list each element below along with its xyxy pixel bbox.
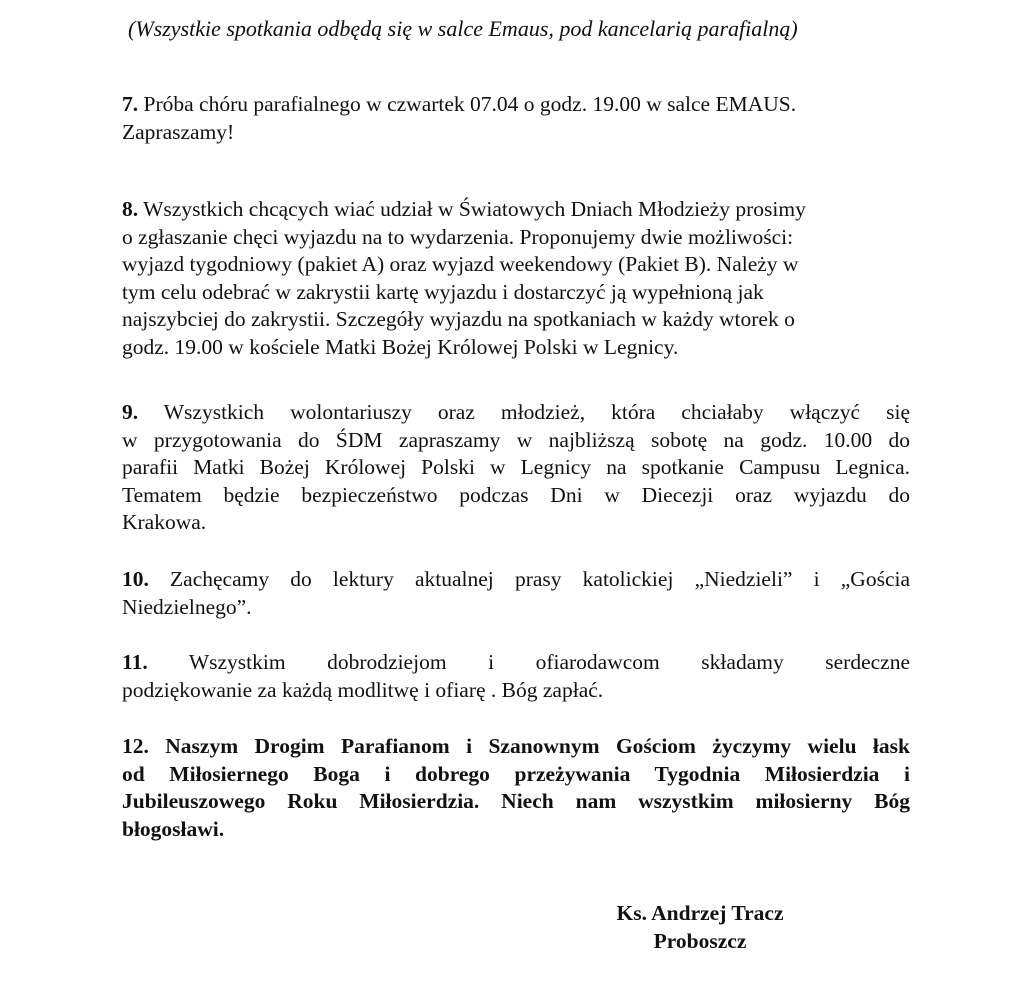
signature-block <box>590 899 810 955</box>
item-line: Jubileuszowego Roku Miłosierdzia. Niech nam wszystkim miłosierny Bóg <box>122 789 910 813</box>
announcement-item-7 <box>122 91 910 146</box>
item-line: parafii Matki Bożej Królowej Polski w Legnicy na spotkanie Campusu Legnica. <box>122 455 910 479</box>
announcement-item-8 <box>122 196 910 361</box>
item-number: 7. <box>122 92 139 116</box>
item-line <box>122 196 910 224</box>
announcement-item-12 <box>122 733 910 843</box>
item-text: Wszystkim dobrodziejom i ofiarodawcom składamy serdeczne <box>147 650 910 674</box>
item-line <box>122 399 910 427</box>
meeting-location-note: (Wszystkie spotkania odbędą się w salce Emaus, pod kancelarią parafialną) <box>128 16 798 41</box>
item-line <box>122 91 910 119</box>
item-line: Tematem będzie bezpieczeństwo podczas Dni w Diecezji oraz wyjazdu do <box>122 482 910 507</box>
item-line: Krakowa. <box>122 510 207 534</box>
announcement-item-9 <box>122 399 910 537</box>
signature-name: Ks. Andrzej Tracz <box>616 901 784 925</box>
item-number: 12. <box>122 734 149 758</box>
item-number: 9. <box>122 400 139 424</box>
item-line: wyjazd tygodniowy (pakiet A) oraz wyjazd weekendowy (Pakiet B). Należy w <box>122 252 799 276</box>
item-line <box>122 649 910 677</box>
item-number: 10. <box>122 567 149 591</box>
item-line: najszybciej do zakrystii. Szczegóły wyjazdu na spotkaniach w każdy wtorek o <box>122 307 795 331</box>
item-line: błogosławi. <box>122 816 225 841</box>
announcement-item-11 <box>122 649 910 704</box>
item-text: Próba chóru parafialnego w czwartek 07.04 o godz. 19.00 w salce EMAUS. <box>138 92 797 116</box>
item-line: tym celu odebrać w zakrystii kartę wyjazdu i dostarczyć ją wypełnioną jak <box>122 279 764 304</box>
item-line <box>122 566 910 594</box>
item-text: Wszystkich wolontariuszy oraz młodzież, która chciałaby włączyć się <box>138 400 910 424</box>
item-text: Wszystkich chcących wiać udział w Światowych Dniach Młodzieży prosimy <box>138 197 806 221</box>
signature-title: Proboszcz <box>653 929 747 953</box>
item-line: podziękowanie za każdą modlitwę i ofiarę . Bóg zapłać. <box>122 677 604 702</box>
item-text: Naszym Drogim Parafianom i Szanownym Gościom życzymy wielu łask <box>148 734 910 758</box>
item-text: Zachęcamy do lektury aktualnej prasy katolickiej „Niedzieli” i „Gościa <box>148 567 910 591</box>
item-line <box>122 733 910 761</box>
item-line: Zapraszamy! <box>122 119 235 144</box>
item-line: od Miłosiernego Boga i dobrego przeżywania Tygodnia Miłosierdzia i <box>122 761 910 786</box>
item-line: o zgłaszanie chęci wyjazdu na to wydarzenia. Proponujemy dwie możliwości: <box>122 224 794 249</box>
item-line: Niedzielnego”. <box>122 594 252 619</box>
announcement-item-10 <box>122 566 910 621</box>
item-line: w przygotowania do ŚDM zapraszamy w najbliższą sobotę na godz. 10.00 do <box>122 427 910 452</box>
item-number: 8. <box>122 197 139 221</box>
item-number: 11. <box>122 650 148 674</box>
item-line: godz. 19.00 w kościele Matki Bożej Królowej Polski w Legnicy. <box>122 334 679 359</box>
